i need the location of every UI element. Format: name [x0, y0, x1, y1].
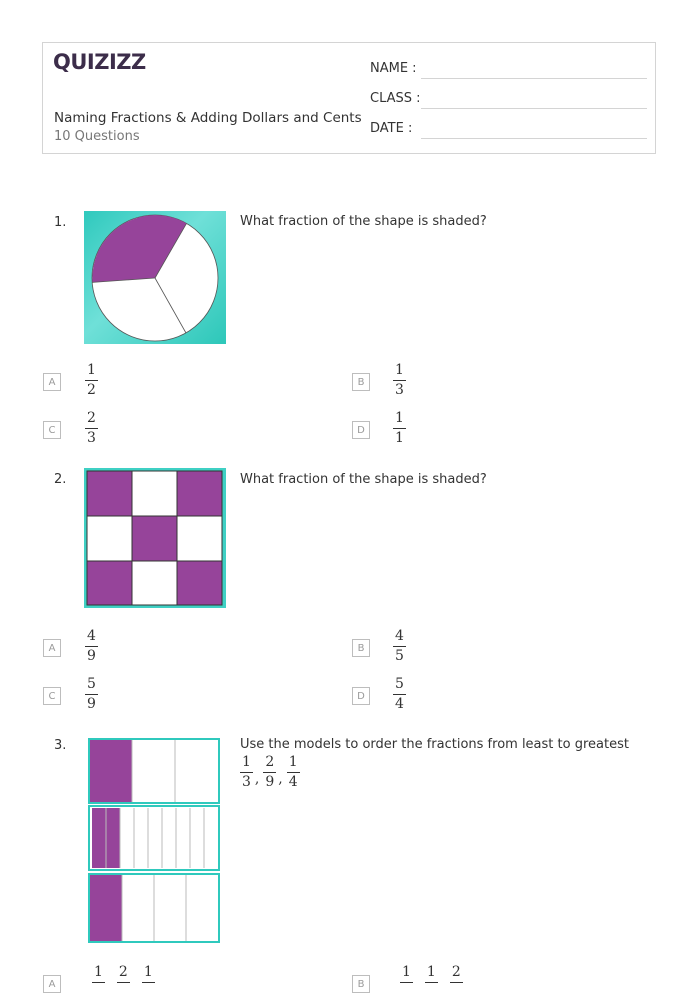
checkerboard-diagram	[84, 468, 226, 608]
option-b-box[interactable]: B	[352, 975, 370, 993]
option-d-fraction[interactable]	[393, 677, 406, 712]
option-c-box[interactable]: C	[43, 421, 61, 439]
fraction	[263, 755, 276, 790]
option-b-box[interactable]: B	[352, 639, 370, 657]
class-label: CLASS :	[370, 91, 421, 106]
question-text: What fraction of the shape is shaded?	[240, 472, 487, 487]
quizizz-logo: QUIZIZZ	[53, 50, 146, 74]
numerator: 5	[393, 677, 406, 695]
option-a-box[interactable]: A	[43, 639, 61, 657]
fraction	[425, 965, 438, 983]
option-c-box[interactable]: C	[43, 687, 61, 705]
option-d-box[interactable]: D	[352, 687, 370, 705]
numerator: 2	[117, 965, 130, 983]
denominator: 9	[87, 648, 96, 664]
numerator: 4	[85, 629, 98, 647]
numerator: 1	[85, 363, 98, 381]
option-d-fraction[interactable]	[393, 411, 406, 446]
denominator: 5	[395, 648, 404, 664]
option-a-fraction[interactable]	[85, 629, 98, 664]
numerator: 1	[393, 363, 406, 381]
fraction	[142, 965, 155, 983]
denominator: 3	[242, 774, 251, 790]
fraction	[92, 965, 105, 983]
option-b-fraction[interactable]	[393, 363, 406, 398]
option-c-fraction[interactable]	[85, 677, 98, 712]
name-field[interactable]	[421, 78, 647, 79]
numerator: 2	[450, 965, 463, 983]
denominator: 9	[87, 696, 96, 712]
fraction-bars-image	[88, 738, 220, 944]
date-field[interactable]	[421, 138, 647, 139]
comma: ,	[278, 771, 283, 787]
question-text: Use the models to order the fractions from least to greatest	[240, 737, 629, 752]
fraction	[240, 755, 253, 790]
numerator: 1	[287, 755, 300, 773]
denominator: 2	[87, 382, 96, 398]
comma: ,	[254, 771, 260, 787]
option-b-fractions[interactable]	[400, 965, 463, 983]
fraction	[117, 965, 130, 983]
numerator: 1	[393, 411, 406, 429]
question-text: What fraction of the shape is shaded?	[240, 214, 487, 229]
numerator: 1	[400, 965, 413, 983]
circle-fraction-image	[84, 211, 226, 344]
numerator: 2	[85, 411, 98, 429]
fraction	[450, 965, 463, 983]
class-field[interactable]	[421, 108, 647, 109]
option-a-box[interactable]: A	[43, 975, 61, 993]
option-a-fraction[interactable]	[85, 363, 98, 398]
denominator: 4	[288, 774, 298, 790]
option-c-fraction[interactable]	[85, 411, 98, 446]
denominator: 3	[87, 430, 96, 446]
numerator: 1	[142, 965, 155, 983]
numerator: 1	[240, 755, 253, 773]
fractions-to-order	[240, 755, 300, 790]
fraction-bar-models	[88, 738, 220, 944]
name-label: NAME :	[370, 61, 417, 76]
question-count: 10 Questions	[54, 129, 140, 144]
option-a-fractions[interactable]	[92, 965, 155, 983]
date-label: DATE :	[370, 121, 413, 136]
worksheet-title: Naming Fractions & Adding Dollars and Cents	[54, 110, 362, 126]
option-a-box[interactable]: A	[43, 373, 61, 391]
denominator: 3	[395, 382, 404, 398]
numerator: 5	[85, 677, 98, 695]
question-number: 2.	[54, 472, 67, 487]
numerator: 2	[263, 755, 276, 773]
grid-fraction-image	[84, 468, 226, 608]
option-b-fraction[interactable]	[393, 629, 406, 664]
option-d-box[interactable]: D	[352, 421, 370, 439]
fraction	[400, 965, 413, 983]
denominator: 4	[395, 696, 404, 712]
denominator: 1	[395, 430, 404, 446]
fraction	[287, 755, 300, 790]
numerator: 4	[393, 629, 406, 647]
option-b-box[interactable]: B	[352, 373, 370, 391]
numerator: 1	[425, 965, 438, 983]
question-number: 1.	[54, 215, 67, 230]
numerator: 1	[92, 965, 105, 983]
circle-shaded-diagram	[84, 211, 226, 344]
question-number: 3.	[54, 738, 67, 753]
denominator: 9	[265, 774, 275, 790]
